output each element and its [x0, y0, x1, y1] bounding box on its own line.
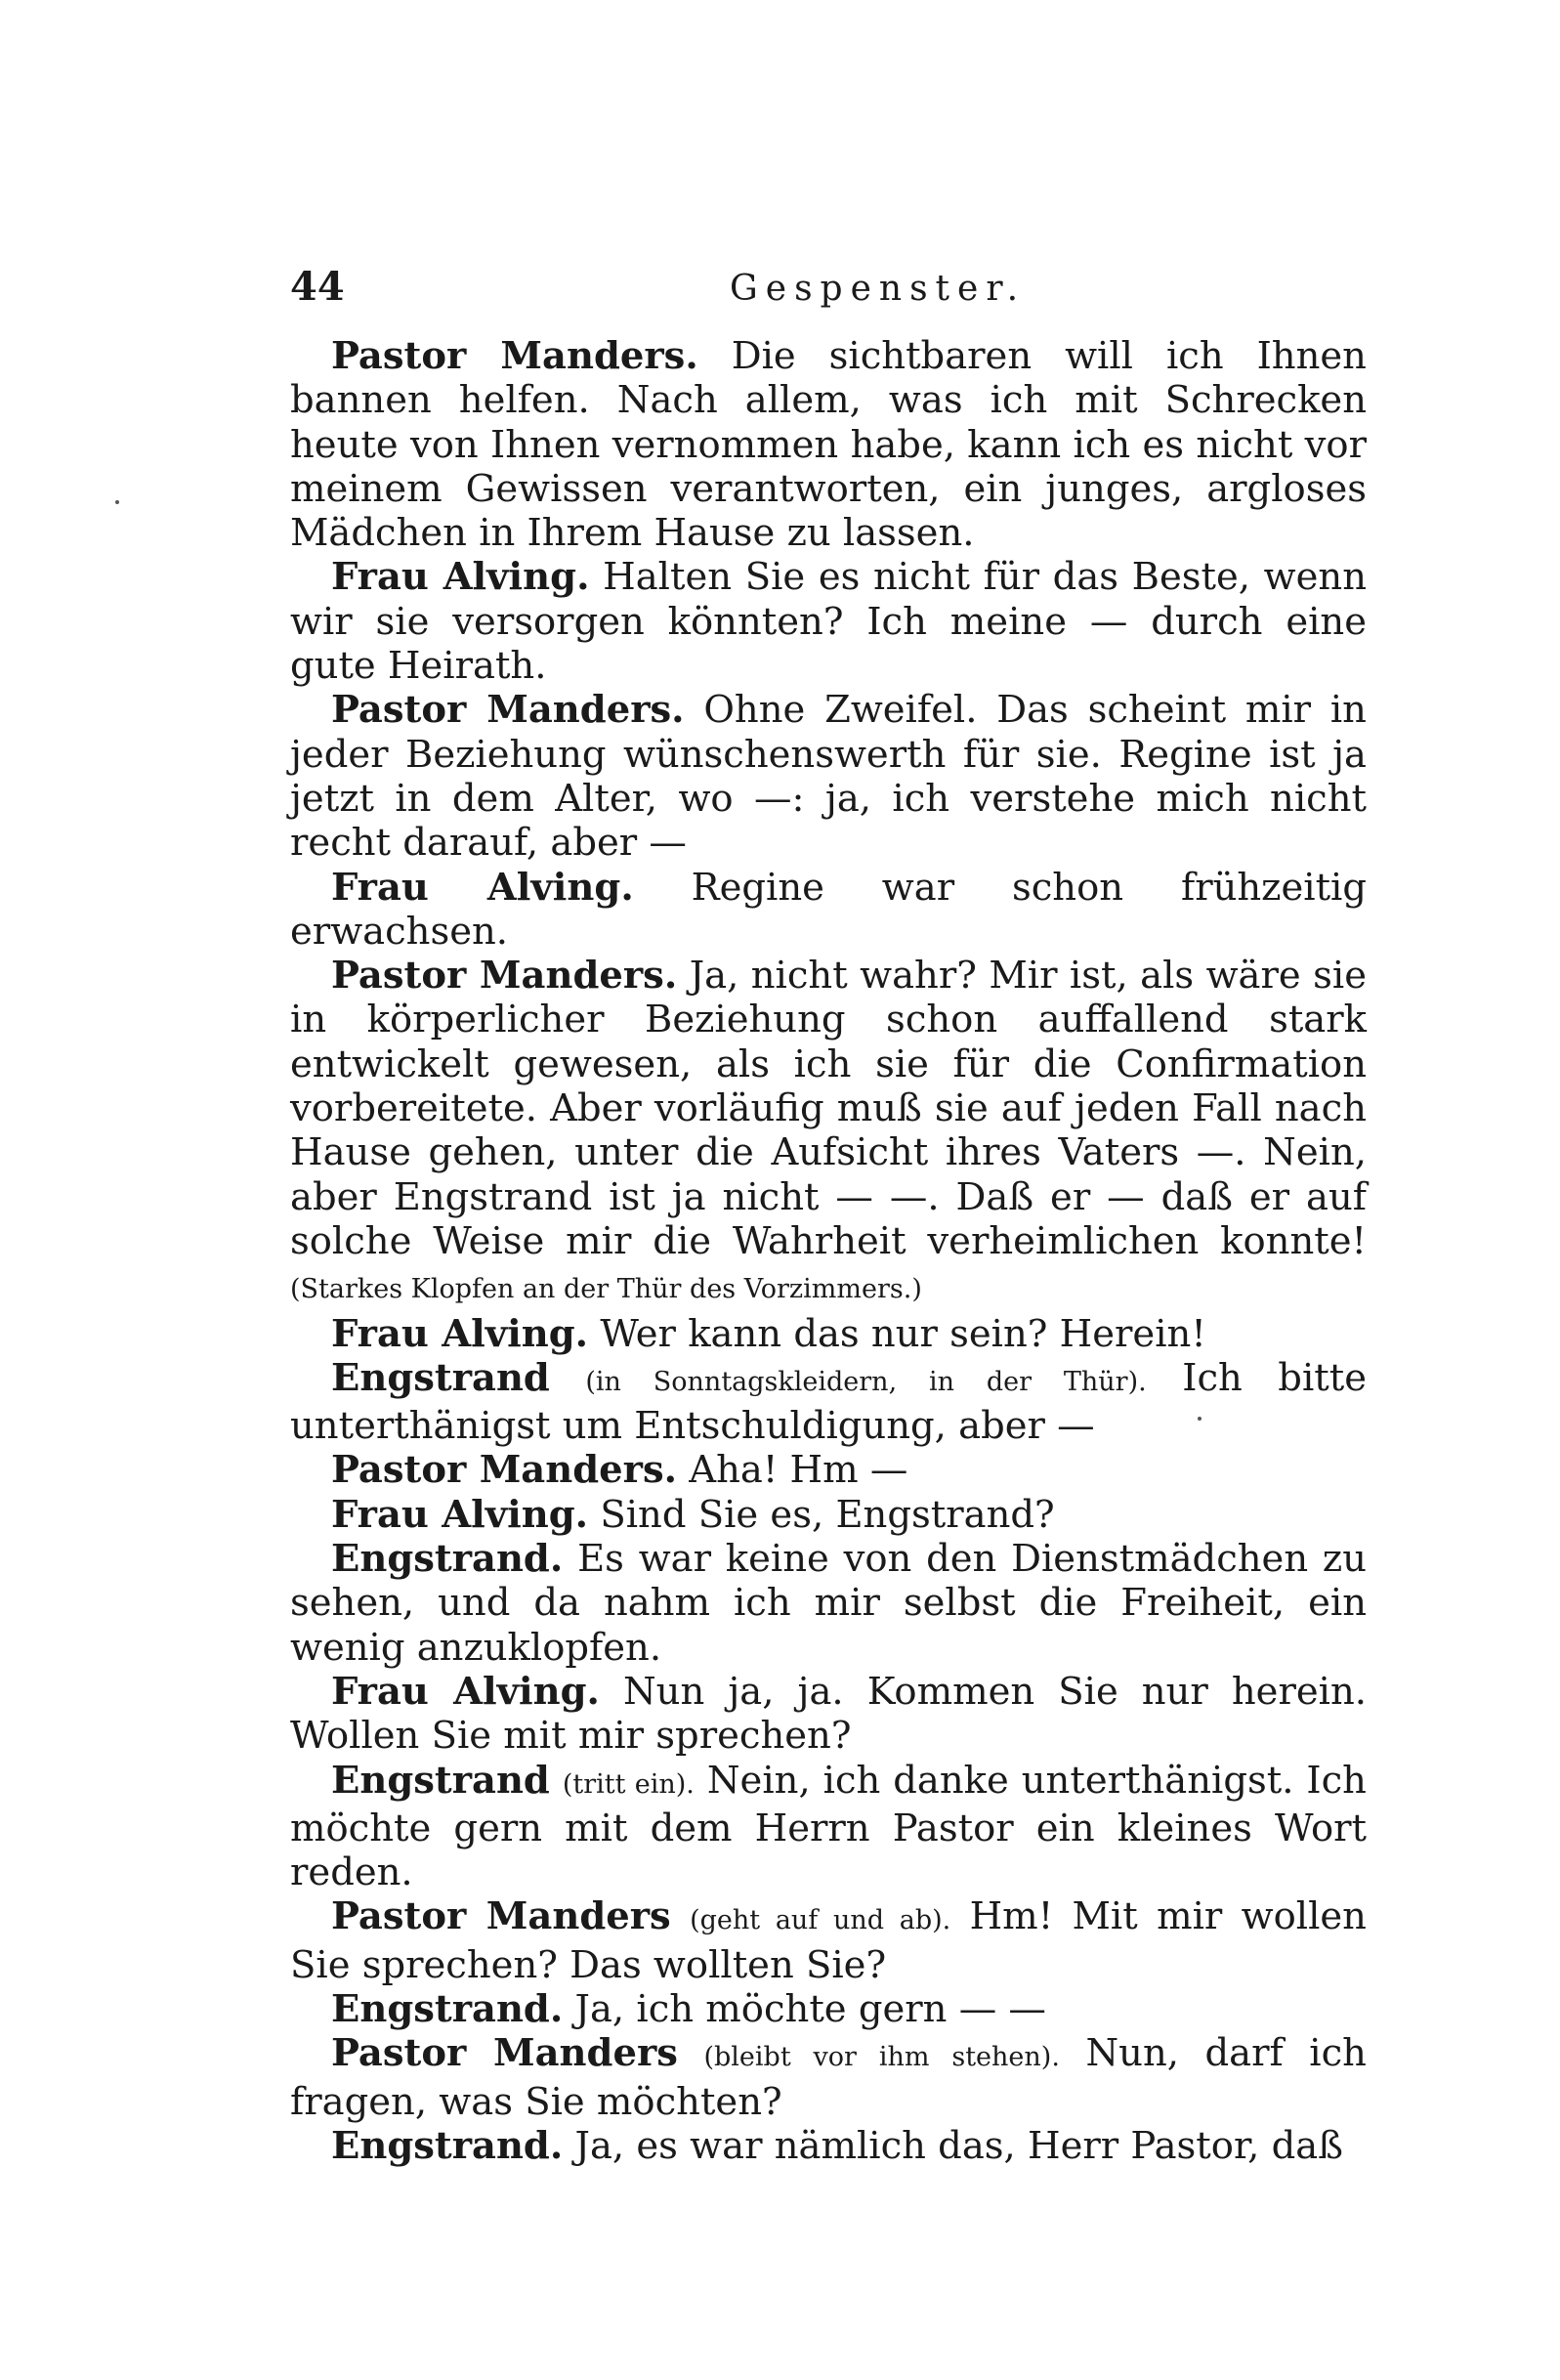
speaker-name: Pastor Manders	[331, 1894, 671, 1939]
speaker-name: Pastor Manders.	[331, 954, 678, 999]
speaker-name: Pastor Manders	[331, 2031, 678, 2076]
dialogue-paragraph	[290, 688, 1367, 865]
dialogue-text: Halten Sie es nicht für das Beste, wenn wir sie versorgen könnten? Ich meine — durch eine gute Heirath.	[290, 555, 1367, 689]
speaker-name: Frau Alving.	[331, 555, 590, 600]
speaker-name: Pastor Manders.	[331, 334, 698, 378]
dialogue-paragraph	[290, 334, 1367, 555]
running-title: Gespenster.	[730, 269, 1027, 309]
dialogue-text: Ja, nicht wahr? Mir ist, als wäre sie in körperlicher Beziehung schon auffallend stark entwickelt gewesen, als ich sie für die Confirmation vorbereitete. Aber vorläufig muß sie auf jeden Fall nach Hause gehen, unter die Aufsicht ihres Vaters —. Nein, aber Engstrand ist ja nicht — —. Daß er — daß er auf solche Weise mir die Wahrheit verheimlichen konnte!	[290, 954, 1367, 1263]
dialogue-text: Ich bitte unterthänigst um Entschuldigung, aber —	[290, 1355, 1367, 1449]
stray-ink-mark	[1198, 1417, 1202, 1421]
stage-direction: (geht auf und ab).	[690, 1905, 951, 1936]
dialogue-text: Ja, es war nämlich das, Herr Pastor, daß	[574, 2123, 1343, 2168]
dialogue-paragraph	[290, 1537, 1367, 1670]
speaker-name: Engstrand.	[331, 1537, 564, 1582]
speaker-name: Engstrand.	[331, 1986, 564, 2031]
dialogue-text: Nun ja, ja. Kommen Sie nur herein. Wollen Sie mit mir sprechen?	[290, 1669, 1367, 1759]
speaker-name: Frau Alving.	[331, 865, 634, 910]
speaker-name: Engstrand	[331, 1355, 550, 1400]
dialogue-text: Sind Sie es, Engstrand?	[600, 1492, 1055, 1537]
speaker-name: Frau Alving.	[331, 1311, 589, 1356]
dialogue-text: Nein, ich danke unterthänigst. Ich möchte gern mit dem Herrn Pastor ein kleines Wort reden.	[290, 1758, 1367, 1895]
dialogue-paragraph	[290, 2124, 1367, 2168]
dialogue-text: Wer kann das nur sein? Herein!	[600, 1311, 1206, 1356]
dialogue-paragraph	[290, 1356, 1367, 1449]
stage-direction: (Starkes Klopfen an der Thür des Vorzimmers.)	[290, 1274, 922, 1305]
dialogue-text: Hm! Mit mir wollen Sie sprechen? Das wollten Sie?	[290, 1894, 1367, 1987]
stage-direction: (tritt ein).	[562, 1768, 695, 1800]
dialogue-paragraph	[290, 1312, 1367, 1356]
dialogue-paragraph	[290, 1493, 1367, 1537]
speaker-name: Pastor Manders.	[331, 1448, 678, 1493]
dialogue-paragraph	[290, 1987, 1367, 2031]
speaker-name: Engstrand	[331, 1758, 550, 1803]
page-number: 44	[290, 264, 345, 310]
dialogue-text: Ja, ich möchte gern — —	[574, 1986, 1046, 2031]
play-text	[290, 334, 1367, 2168]
dialogue-paragraph	[290, 2031, 1367, 2124]
dialogue-text: Es war keine von den Dienstmädchen zu sehen, und da nahm ich mir selbst die Freiheit, ein wenig anzuklopfen.	[290, 1537, 1368, 1670]
dialogue-text: Regine war schon frühzeitig erwachsen.	[290, 865, 1367, 954]
dialogue-paragraph	[290, 1894, 1367, 1987]
stage-direction: (bleibt vor ihm stehen).	[703, 2042, 1060, 2073]
page-header	[290, 264, 1367, 313]
dialogue-paragraph	[290, 555, 1367, 688]
stray-ink-mark	[115, 500, 119, 504]
book-page	[290, 264, 1367, 2168]
dialogue-paragraph	[290, 1670, 1367, 1759]
speaker-name: Frau Alving.	[331, 1669, 600, 1714]
dialogue-paragraph	[290, 1759, 1367, 1895]
stage-direction: (in Sonntagskleidern, in der Thür).	[585, 1366, 1147, 1397]
dialogue-text: Die sichtbaren will ich Ihnen bannen helfen. Nach allem, was ich mit Schrecken heute von Ihnen vernommen habe, kann ich es nicht vor meinem Gewissen verantworten, ein junges, argloses Mädchen in Ihrem Hause zu lassen.	[290, 334, 1367, 556]
dialogue-text: Ohne Zweifel. Das scheint mir in jeder Beziehung wünschenswerth für sie. Regine ist ja jetzt in dem Alter, wo —: ja, ich verstehe mich nicht recht darauf, aber —	[290, 688, 1367, 866]
dialogue-text: Aha! Hm —	[689, 1448, 908, 1493]
dialogue-paragraph	[290, 1448, 1367, 1492]
speaker-name: Frau Alving.	[331, 1492, 589, 1537]
speaker-name: Pastor Manders.	[331, 688, 685, 733]
dialogue-paragraph	[290, 954, 1367, 1311]
dialogue-paragraph	[290, 866, 1367, 955]
speaker-name: Engstrand.	[331, 2123, 564, 2168]
dialogue-text: Nun, darf ich fragen, was Sie möchten?	[290, 2031, 1367, 2124]
